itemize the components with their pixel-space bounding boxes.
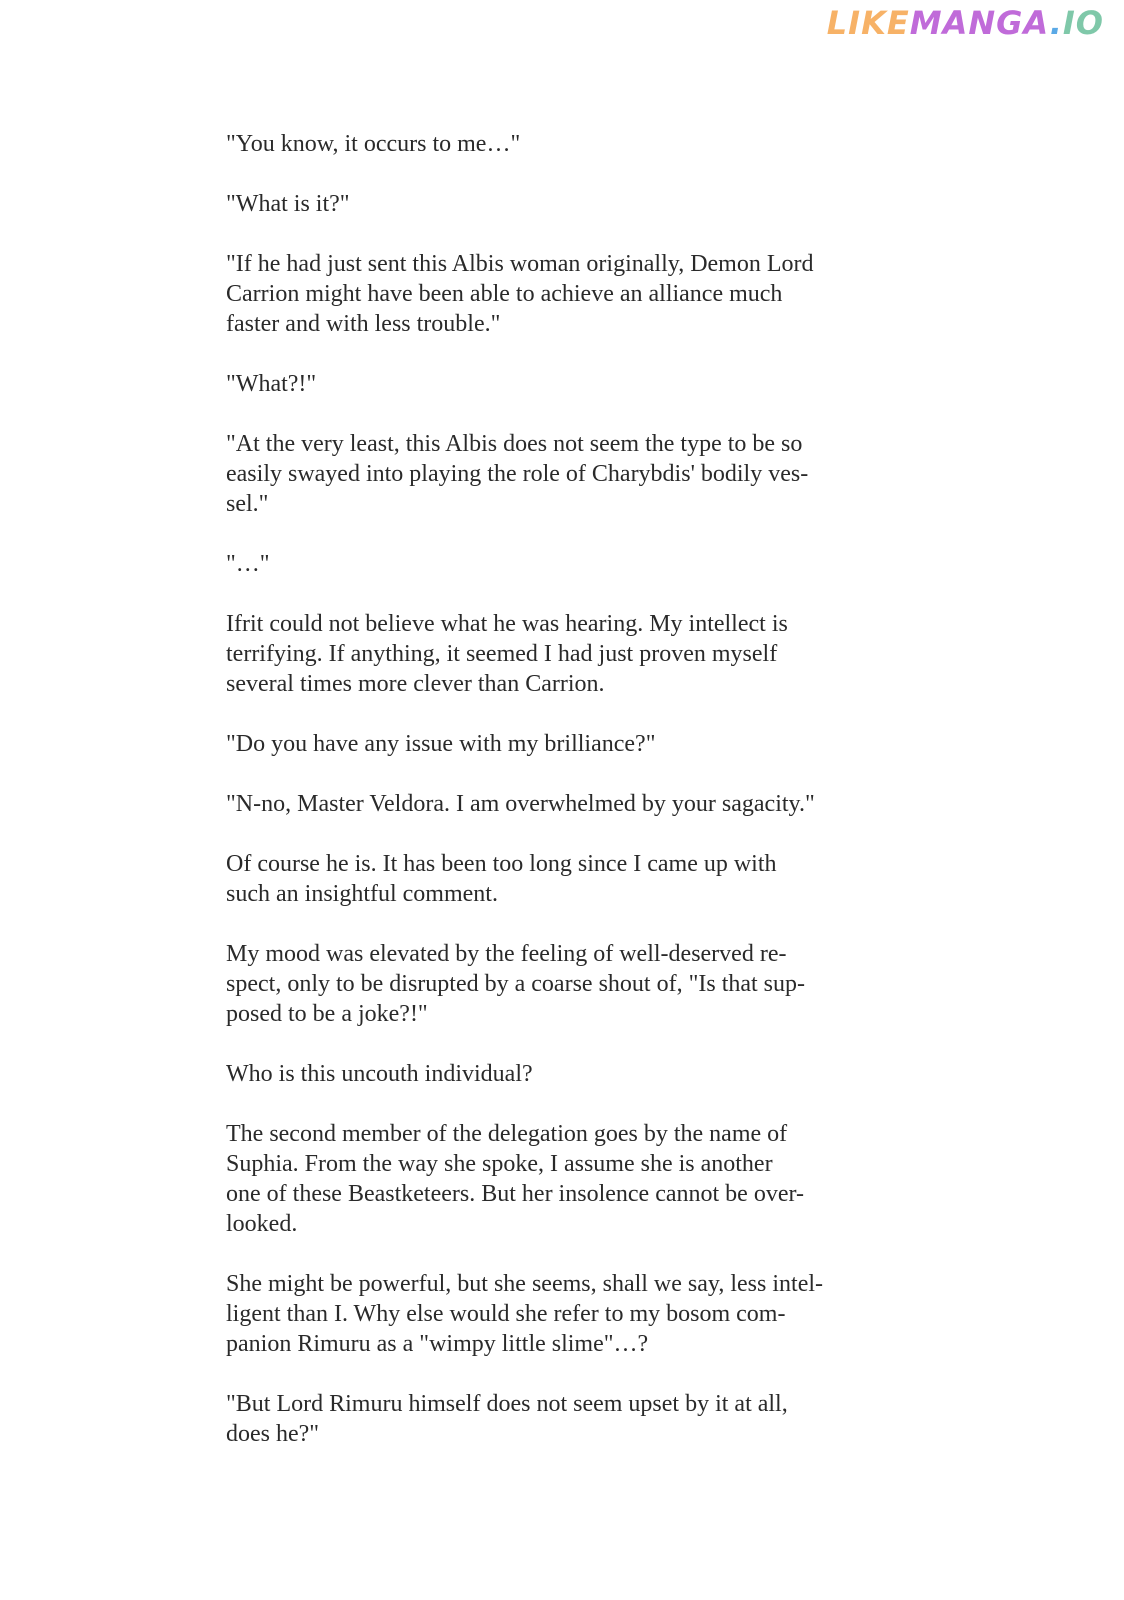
paragraph: "…" [226, 551, 270, 577]
novel-page-text [226, 129, 902, 1479]
watermark-part-dot: . [1049, 4, 1063, 42]
paragraph: She might be powerful, but she seems, shall we say, less intel- ligent than I. Why else would she refer to my bosom com- panion Rimuru as a "wimpy little slime"…? [226, 1271, 823, 1357]
paragraph: "What?!" [226, 371, 317, 397]
paragraph: "At the very least, this Albis does not seem the type to be so easily swayed into playing the role of Charybdis' bodily ves- sel." [226, 431, 809, 517]
paragraph: "You know, it occurs to me…" [226, 131, 521, 157]
paragraph: "What is it?" [226, 191, 350, 217]
paragraph: "Do you have any issue with my brilliance?" [226, 731, 656, 757]
paragraph: "But Lord Rimuru himself does not seem upset by it at all, does he?" [226, 1391, 788, 1447]
paragraph: "If he had just sent this Albis woman originally, Demon Lord Carrion might have been able to achieve an alliance much faster and with less trouble." [226, 251, 814, 337]
paragraph: Ifrit could not believe what he was hearing. My intellect is terrifying. If anything, it seemed I had just proven myself several times more clever than Carrion. [226, 611, 788, 697]
paragraph: "N-no, Master Veldora. I am overwhelmed by your sagacity." [226, 791, 815, 817]
watermark-part-io: IO [1062, 4, 1104, 42]
paragraph: Of course he is. It has been too long since I came up with such an insightful comment. [226, 851, 777, 907]
paragraph: The second member of the delegation goes by the name of Suphia. From the way she spoke, I assume she is another one of these Beastketeers. But her insolence cannot be over- looked. [226, 1121, 804, 1237]
watermark-part-like: LIKE [826, 4, 910, 42]
site-watermark-logo [827, 4, 1104, 42]
paragraph: Who is this uncouth individual? [226, 1061, 533, 1087]
paragraph: My mood was elevated by the feeling of well-deserved re- spect, only to be disrupted by a coarse shout of, "Is that sup- posed to be a joke?!" [226, 941, 806, 1027]
watermark-part-manga: MANGA [909, 4, 1050, 42]
